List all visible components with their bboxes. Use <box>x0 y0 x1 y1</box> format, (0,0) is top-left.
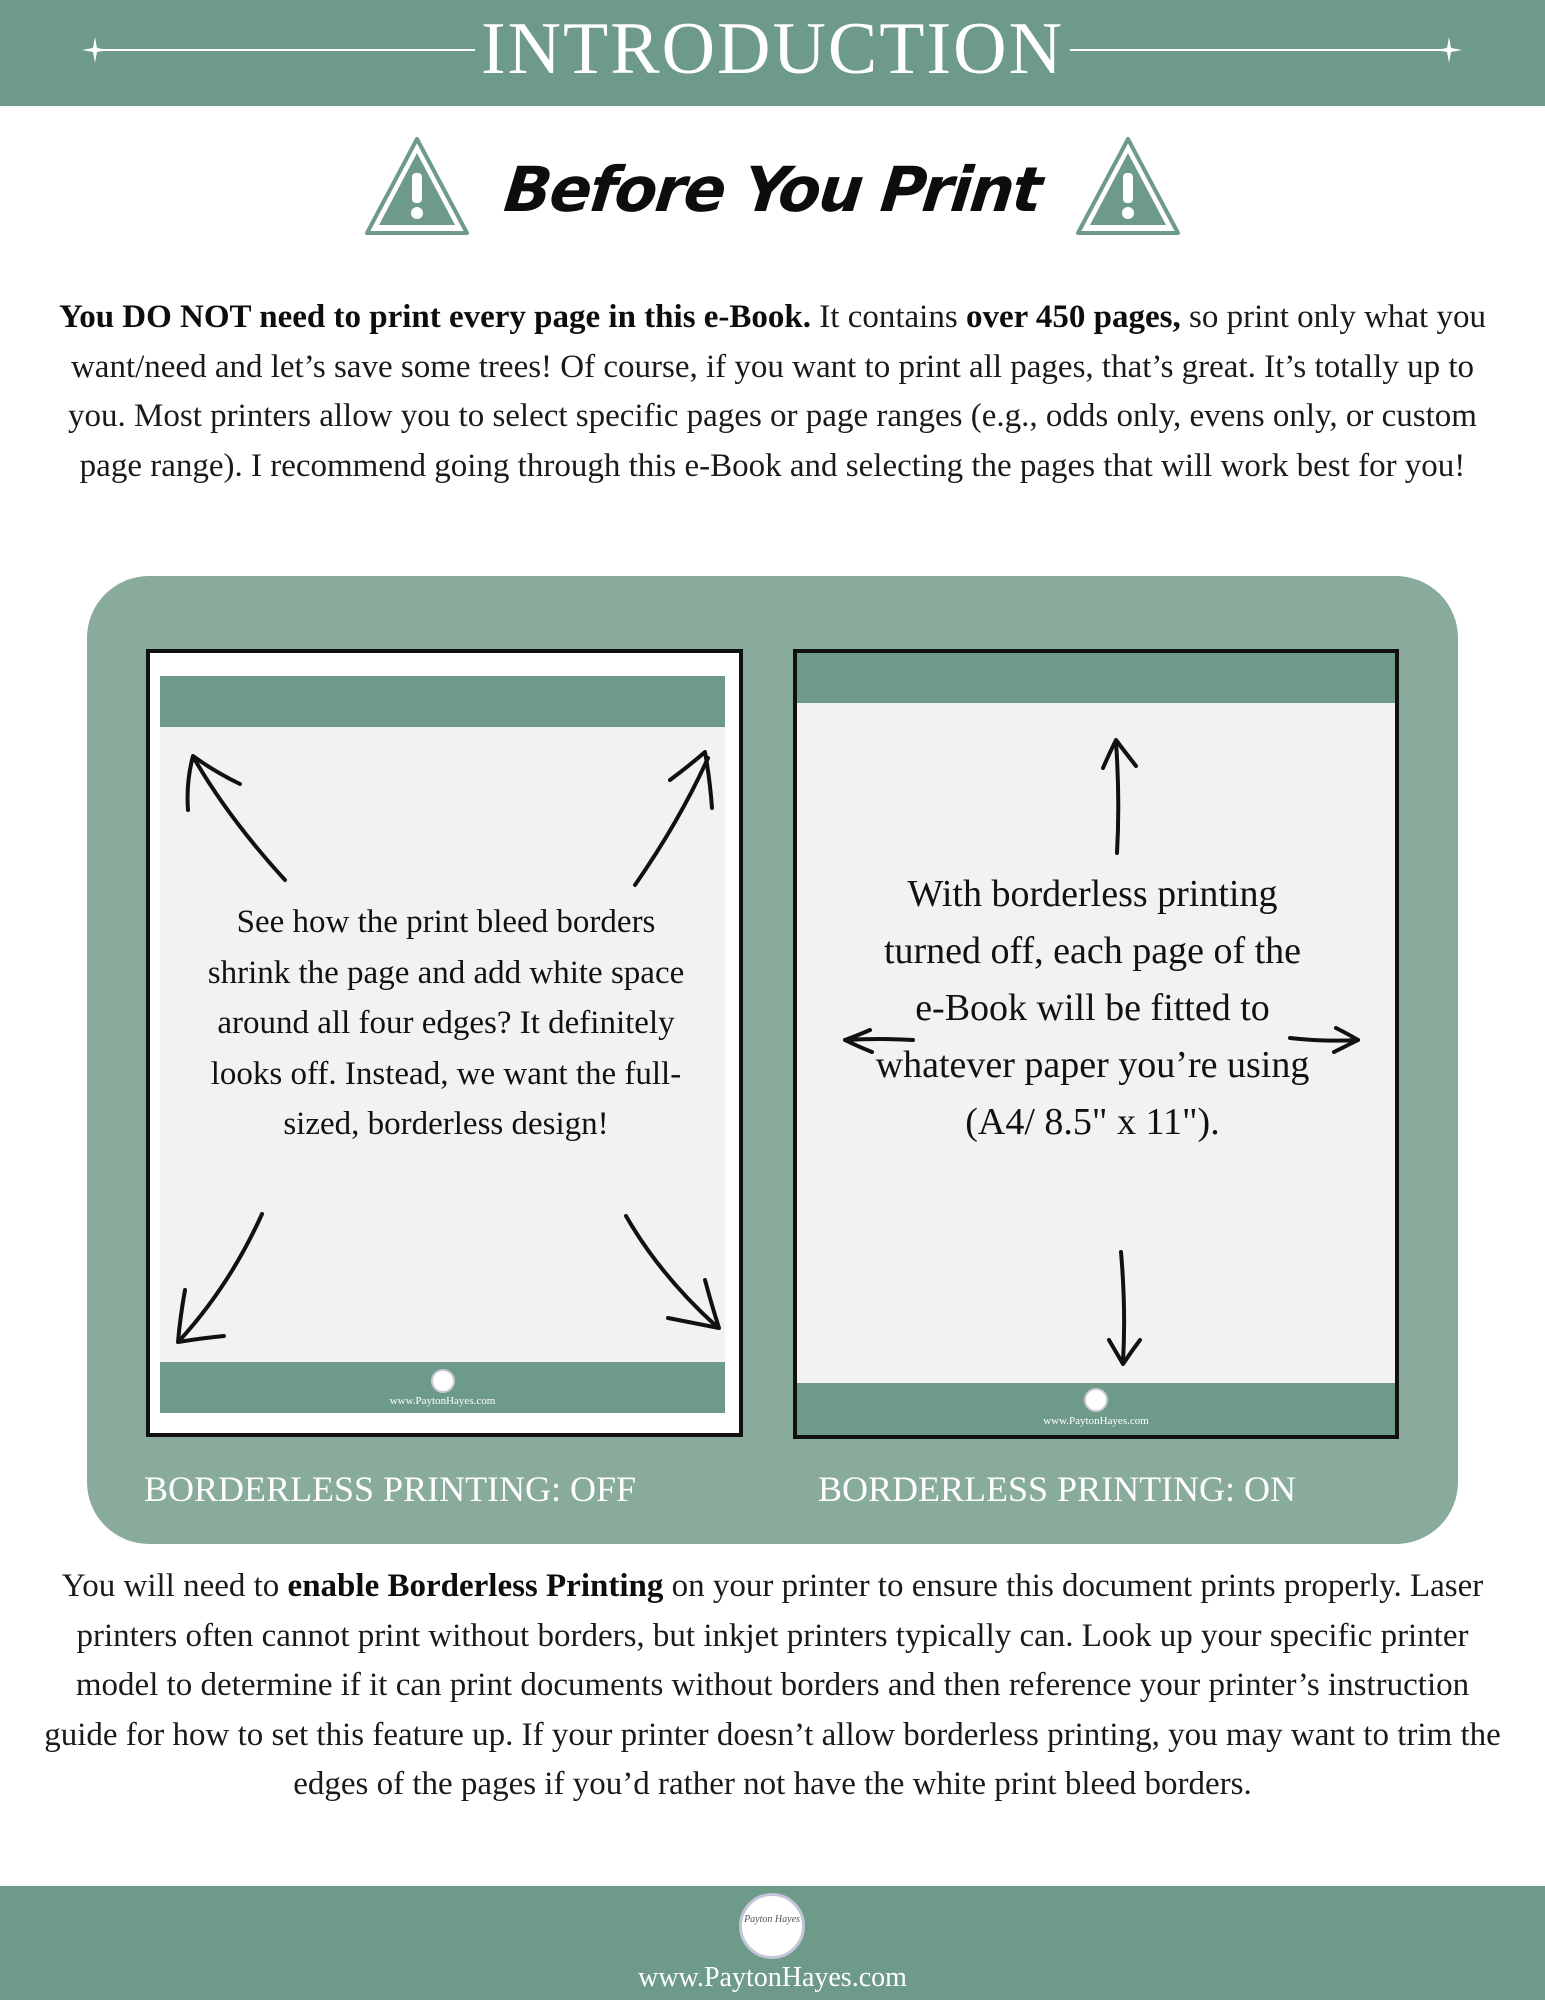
borderless-off-description: See how the print bleed borders shrink the page and add white space around all four edges? It definitely looks off. Instead, we want the full-sized, borderless design! <box>207 904 685 1142</box>
page-title: INTRODUCTION <box>480 8 1065 90</box>
caption-borderless-off: BORDERLESS PRINTING: OFF <box>144 1469 637 1509</box>
arrow-left-icon <box>845 1030 913 1052</box>
arrow-down-icon <box>1109 1252 1140 1364</box>
arrow-up-left-icon <box>188 756 285 880</box>
intro-text-mid: It contains <box>811 299 966 335</box>
outro-bold: enable Borderless Printing <box>287 1568 664 1604</box>
logo-icon <box>739 1893 805 1959</box>
arrow-right-icon <box>1290 1028 1358 1052</box>
caption-borderless-on: BORDERLESS PRINTING: ON <box>818 1469 1297 1509</box>
outro-text-start: You will need to <box>61 1568 288 1604</box>
footer-url-link[interactable]: www.PaytonHayes.com <box>638 1962 907 1993</box>
intro-bold-1: You DO NOT need to print every page in this e-Book. <box>59 299 812 335</box>
arrow-up-right-icon <box>635 752 712 885</box>
footer-logo-text: Payton Hayes <box>744 1914 800 1925</box>
outro-paragraph <box>40 1562 1505 1810</box>
intro-bold-2: over 450 pages, <box>965 299 1181 335</box>
outro-text-rest: on your printer to ensure this document prints properly. Laser printers often cannot print without borders, but inkjet printers typically can. Look up your specific printer model to determine if it can print documents without borders and then reference your printer’s instruction guide for how to set this feature up. If your printer doesn’t allow borderless printing, you may want to trim the edges of the pages if you’d rather not have the white print bleed borders. <box>44 1568 1501 1802</box>
section-heading: Before You Print <box>500 153 1045 226</box>
intro-text-rest: so print only what you want/need and let’s save some trees! Of course, if you want to print all pages, that’s great. It’s totally up to you. Most printers allow you to select specific pages or page ranges (e.g., odds only, evens only, or custom page range). I recommend going through this e-Book and selecting the pages that will work best for you! <box>68 299 1486 484</box>
mockup-url: www.PaytonHayes.com <box>389 1395 496 1407</box>
arrow-down-left-icon <box>178 1214 262 1342</box>
borderless-on-description: With borderless printing turned off, each page of the e-Book will be fitted to whatever paper you’re using (A4/ 8.5" x 11"). <box>875 873 1310 1143</box>
arrow-up-icon <box>1103 740 1136 853</box>
mockup-url: www.PaytonHayes.com <box>1043 1415 1149 1427</box>
arrow-down-right-icon <box>626 1216 719 1328</box>
